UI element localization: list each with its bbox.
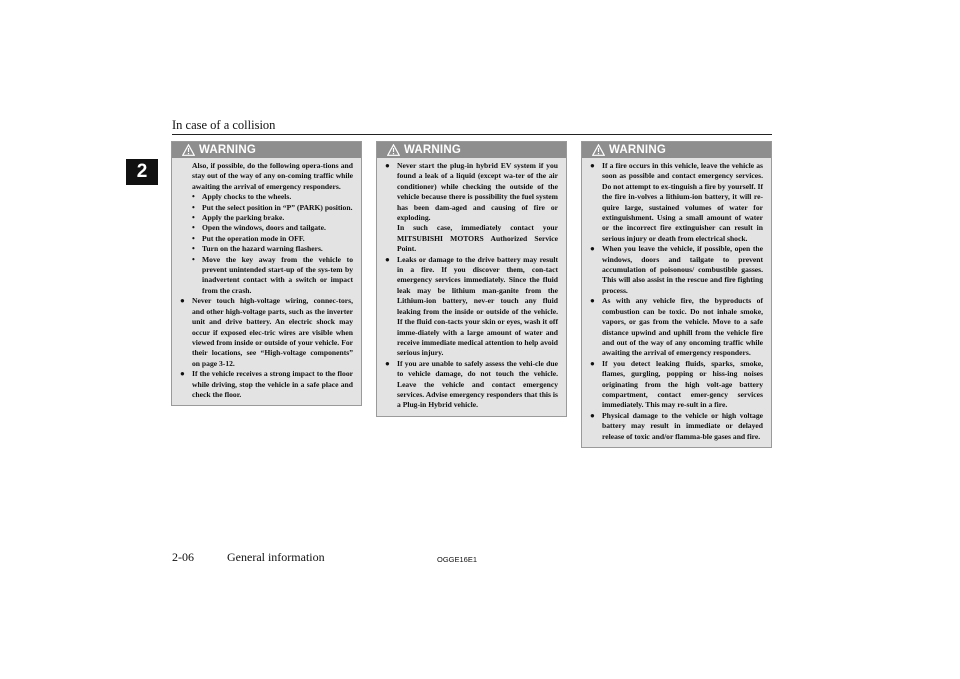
sub-bullet: • Open the windows, doors and tailgate. bbox=[180, 223, 353, 233]
bullet-item: ● Leaks or damage to the drive battery may result in a fire. If you discover them, con-tact emergency services immediately. Since the fluid leak may be lithium man-ganite from the Lithium-ion battery, nev-er touch any fluid leaking from the inside or outside of the vehicle. If the fluid con-tacts your skin or eyes, wash it off imme-diately with a large amount of water and receive immediate medical attention to help avoid serious injury. bbox=[385, 255, 558, 359]
warning-label: WARNING bbox=[609, 144, 666, 156]
warning-header bbox=[377, 142, 566, 158]
bullet-item: ● Never start the plug-in hybrid EV system if you found a leak of a liquid (except wa-ter of the air conditioner) while checking the outside of the vehicle because there is possibility the fuel system has been dam-aged and causing of fire or exploding. bbox=[385, 161, 558, 223]
section-title: In case of a collision bbox=[172, 118, 276, 132]
warning-body bbox=[377, 158, 566, 416]
sub-bullet: • Put the operation mode in OFF. bbox=[180, 234, 353, 244]
bullet-item: ● Physical damage to the vehicle or high voltage battery may result in immediate or delayed release of toxic and/or flamma-ble gases and fire. bbox=[590, 411, 763, 442]
warning-triangle-icon bbox=[592, 144, 605, 156]
page-number: 2-06 bbox=[172, 550, 194, 564]
warning-box-1 bbox=[171, 141, 362, 406]
warning-header bbox=[172, 142, 361, 158]
sub-bullet: • Apply the parking brake. bbox=[180, 213, 353, 223]
bullet-item: ● As with any vehicle fire, the byproducts of combustion can be toxic. Do not inhale smoke, vapors, or gas from the vehicle. Move to a safe distance upwind and uphill from the vehicle fire and out of the way of any oncoming traffic while awaiting the arrival of emergency responders. bbox=[590, 296, 763, 358]
warning-triangle-icon bbox=[387, 144, 400, 156]
warning-triangle-icon bbox=[182, 144, 195, 156]
warning-intro: Also, if possible, do the following opera-tions and stay out of the way of any on-coming traffic while awaiting the arrival of emergency responders. bbox=[192, 161, 353, 191]
warning-label: WARNING bbox=[404, 144, 461, 156]
warning-box-3 bbox=[581, 141, 772, 448]
sub-bullet: • Move the key away from the vehicle to prevent unintended start-up of the sys-tem by inadvertent contact with a switch or impact from the crash. bbox=[180, 255, 353, 297]
bullet-item: ● If you are unable to safely assess the vehi-cle due to vehicle damage, do not touch the vehicle. Leave the vehicle and contact emergency services. Advise emergency responders that this is a Plug-in Hybrid vehicle. bbox=[385, 359, 558, 411]
document-code: OGGE16E1 bbox=[437, 555, 478, 564]
sub-bullet: • Turn on the hazard warning flashers. bbox=[180, 244, 353, 254]
bullet-item: ● If a fire occurs in this vehicle, leave the vehicle as soon as possible and contact emergency services. Do not attempt to ex-tinguish a fire by yourself. If the fire in-volves a lithium-ion battery, it will re-quire large, sustained volumes of water for extinguishment. Using a small amount of water or the incorrect fire extinguisher can result in serious injury or death from electrical shock. bbox=[590, 161, 763, 244]
sub-bullet: • Apply chocks to the wheels. bbox=[180, 192, 353, 202]
warning-header bbox=[582, 142, 771, 158]
warning-body bbox=[172, 158, 361, 405]
bullet-item: ● If you detect leaking fluids, sparks, smoke, flames, gurgling, popping or hiss-ing noises originating from the high volt-age battery compartment, contact emer-gency services immediately. This may re-sult in a fire. bbox=[590, 359, 763, 411]
chapter-tab: 2 bbox=[126, 159, 158, 185]
bullet-item: ● Never touch high-voltage wiring, connec-tors, and other high-voltage parts, such as the inverter unit and drive battery. An electric shock may occur if exposed elec-tric wires are visible when viewed from inside or outside of your vehicle. For their locations, see “High-voltage components” on page 3-12. bbox=[180, 296, 353, 369]
warning-label: WARNING bbox=[199, 144, 256, 156]
warning-body bbox=[582, 158, 771, 447]
footer-section: General information bbox=[227, 550, 325, 564]
bullet-item: ● If the vehicle receives a strong impact to the floor while driving, stop the vehicle in a safe place and check the floor. bbox=[180, 369, 353, 400]
warning-box-2 bbox=[376, 141, 567, 417]
header-rule bbox=[172, 134, 772, 135]
bullet-continuation: In such case, immediately contact your MITSUBISHI MOTORS Authorized Service Point. bbox=[397, 223, 558, 254]
sub-bullet: • Put the select position in “P” (PARK) position. bbox=[180, 203, 353, 213]
bullet-item: ● When you leave the vehicle, if possible, open the windows, doors and tailgate to prevent accumulation of poisonous/ combustible gasses. This will also assist in the rescue and fire fighting process. bbox=[590, 244, 763, 296]
